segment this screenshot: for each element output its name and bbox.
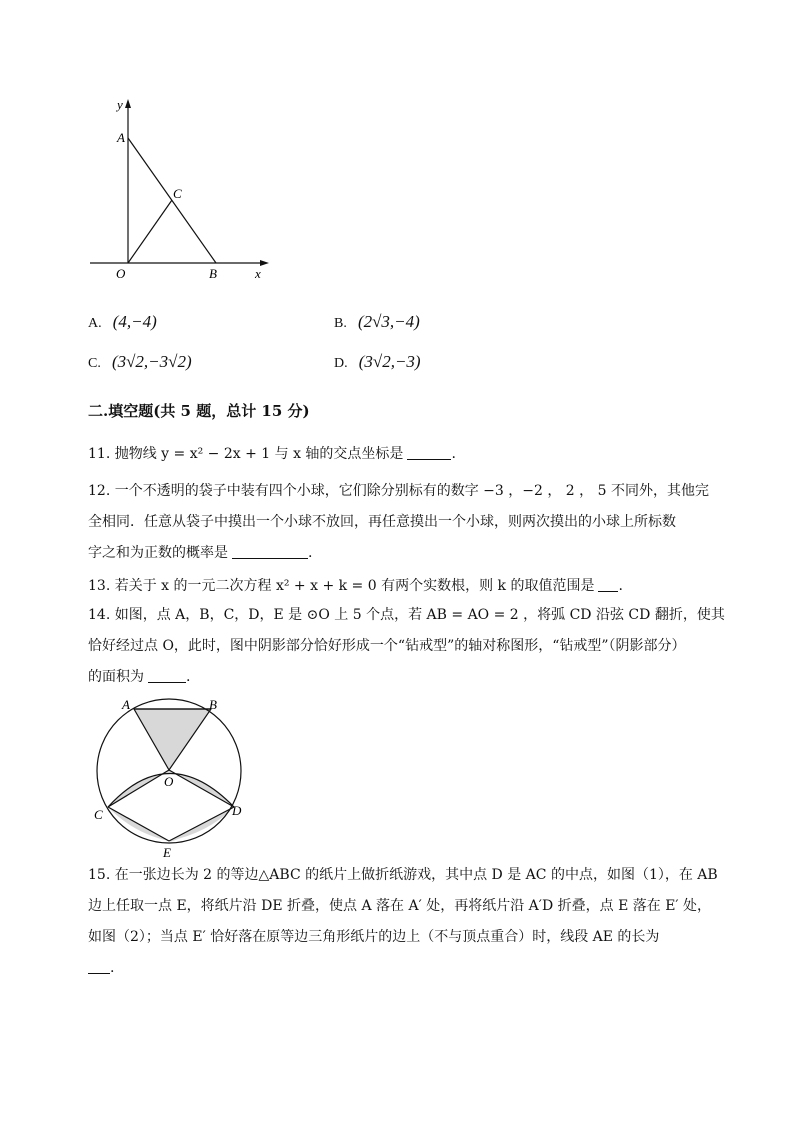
question-14-line-1: 14. 如图，点 A，B，C，D，E 是 ⊙O 上 5 个点，若 AB = AO = 2 ，将弧 CD 沿弦 CD 翻折，使其 (88, 607, 725, 623)
question-15-line-3: 如图（2）；当点 E′ 恰好落在原等边三角形纸片的边上（不与顶点重合）时，线段 AE 的长为 (88, 929, 660, 945)
label-a: A (117, 130, 125, 145)
question-12-line-3: 字之和为正数的概率是 (88, 545, 228, 561)
label-x: x (255, 266, 261, 281)
question-11-end: . (451, 446, 456, 462)
answer-blank (232, 544, 308, 559)
label-b: B (209, 697, 217, 712)
answer-blank (148, 668, 186, 683)
segment-oc (128, 200, 172, 263)
question-11-text: 11. 抛物线 y = x² − 2x + 1 与 x 轴的交点坐标是 (88, 446, 404, 462)
answer-blank (88, 959, 110, 974)
segment-oc (108, 770, 169, 807)
question-15 (88, 860, 728, 984)
label-a: A (122, 697, 130, 712)
figure-coordinate-triangle (85, 95, 280, 285)
question-11 (88, 444, 456, 464)
option-c-label: C. (88, 356, 101, 371)
question-14 (88, 600, 728, 693)
question-14-line-3: 的面积为 (88, 669, 144, 685)
question-15-line-1: 15. 在一张边长为 2 的等边△ABC 的纸片上做折纸游戏，其中点 D 是 AC 的中点，如图（1），在 AB (88, 867, 718, 883)
label-c: C (173, 186, 182, 201)
section-heading: 二.填空题(共 5 题，总计 15 分) (88, 402, 310, 420)
label-c: C (94, 807, 103, 822)
answer-blank (598, 577, 618, 592)
question-12-line-1: 12. 一个不透明的袋子中装有四个小球，它们除分别标有的数字 −3 ，−2 ， 2 ， 5 不同外，其他完 (88, 483, 709, 499)
option-c-value: (3√2,−3√2) (111, 352, 192, 371)
question-15-end: . (110, 960, 115, 976)
label-o: O (164, 774, 174, 789)
question-12-end: . (308, 545, 313, 561)
answer-blank (407, 445, 451, 460)
question-14-end: . (186, 669, 191, 685)
question-12-line-2: 全相同．任意从袋子中摸出一个小球不放回，再任意摸出一个小球，则两次摸出的小球上所标数 (88, 514, 676, 530)
question-13-end: . (618, 578, 623, 594)
label-d: D (232, 803, 242, 818)
segment-od (169, 770, 234, 807)
figure-ring-circle (88, 695, 258, 863)
y-axis-arrow-icon (125, 99, 131, 108)
label-b: B (209, 266, 217, 281)
option-b-value: (2√3,−4) (357, 312, 420, 331)
option-d (334, 352, 421, 372)
question-12 (88, 476, 728, 569)
label-e: E (163, 845, 171, 860)
option-b-label: B. (334, 316, 347, 331)
x-axis-arrow-icon (260, 260, 269, 266)
option-d-value: (3√2,−3) (358, 352, 421, 371)
shaded-triangle (134, 709, 211, 770)
option-a-label: A. (88, 316, 102, 331)
option-b (334, 312, 420, 332)
option-d-label: D. (334, 356, 348, 371)
option-c (88, 352, 192, 372)
label-y: y (117, 97, 123, 112)
question-13-text: 13. 若关于 x 的一元二次方程 x² + x + k = 0 有两个实数根，则 k 的取值范围是 (88, 578, 595, 594)
question-13 (88, 576, 623, 596)
option-a-value: (4,−4) (112, 312, 157, 331)
question-15-line-2: 边上任取一点 E，将纸片沿 DE 折叠，使点 A 落在 A′ 处，再将纸片沿 A′D 折叠，点 E 落在 E′ 处， (88, 898, 712, 914)
label-o: O (116, 266, 126, 281)
question-14-line-2: 恰好经过点 O，此时，图中阴影部分恰好形成一个“钻戒型”的轴对称图形，“钻戒型”（阴影部分） (88, 638, 686, 654)
option-a (88, 312, 157, 332)
